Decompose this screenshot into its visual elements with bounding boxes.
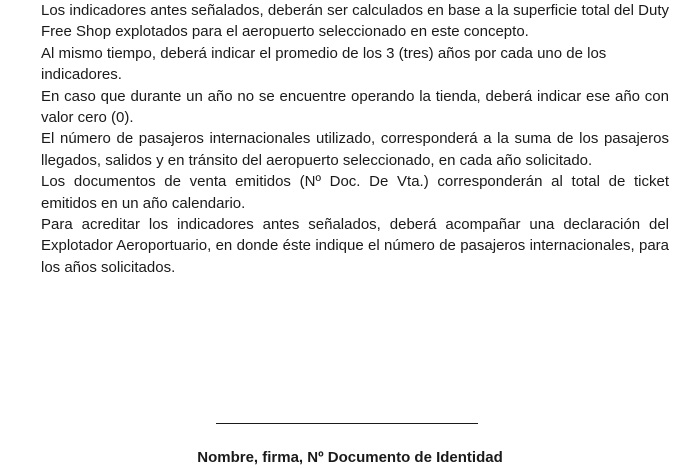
signature-caption: Nombre, firma, Nº Documento de Identidad [197, 449, 503, 466]
paragraph-zero-value: En caso que durante un año no se encuentre operando la tienda, deberá indicar ese año con valor cero (0). [41, 87, 669, 127]
paragraph-three-year-average: Al mismo tiempo, deberá indicar el promedio de los 3 (tres) años por cada uno de los indicadores. [41, 44, 607, 84]
paragraph-surface-calculation: Los indicadores antes señalados, deberán ser calculados en base a la superficie total del Duty Free Shop explotados para el aeropuerto seleccionado en este concepto. [41, 2, 669, 41]
signature-line [216, 423, 478, 424]
paragraph-sales-documents: Los documentos de venta emitidos (Nº Doc. De Vta.) corresponderán al total de ticket emitidos en un año calendario. [41, 173, 669, 212]
paragraph-operator-declaration: Para acreditar los indicadores antes señalados, deberá acompañar una declaración del Explotador Aeroportuario, en donde éste indique el número de pasajeros internacionales, para los años solicitados. [41, 216, 669, 276]
document-body [41, 0, 669, 278]
paragraph-passenger-count: El número de pasajeros internacionales utilizado, corresponderá a la suma de los pasajeros llegados, salidos y en tránsito del aeropuerto seleccionado, en cada año solicitado. [41, 130, 669, 169]
